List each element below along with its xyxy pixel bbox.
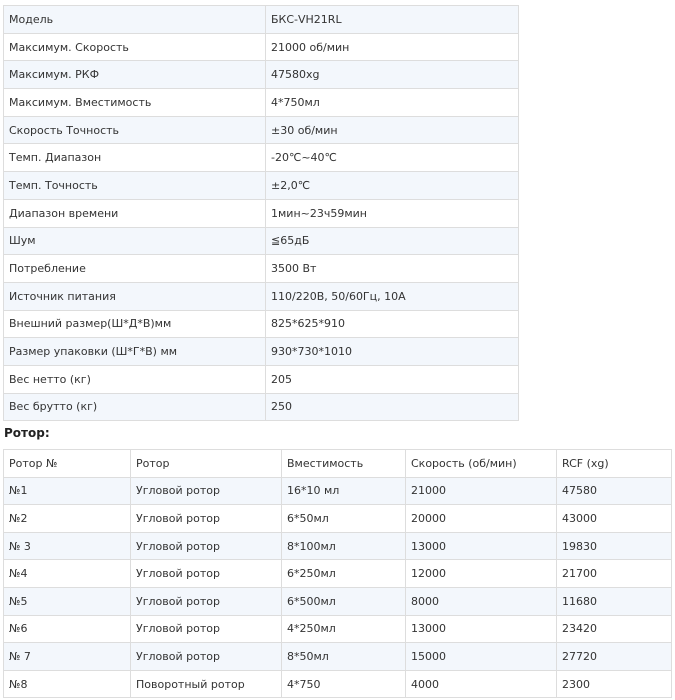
- rotor-row: [4, 532, 672, 560]
- spec-row: [4, 282, 519, 310]
- spec-label: Модель: [4, 6, 266, 34]
- spec-table: [3, 5, 519, 421]
- spec-value: БКС-VH21RL: [266, 6, 519, 34]
- rotor-type: Угловой ротор: [131, 560, 282, 588]
- rotor-speed: 21000: [406, 477, 557, 505]
- spec-value: -20℃~40℃: [266, 144, 519, 172]
- rotor-type: Угловой ротор: [131, 505, 282, 533]
- rotor-rcf: 21700: [557, 560, 672, 588]
- rotor-number: №2: [4, 505, 131, 533]
- rotor-capacity: 4*250мл: [282, 615, 406, 643]
- rotor-row: [4, 587, 672, 615]
- column-header-capacity: Вместимость: [282, 450, 406, 478]
- spec-value: 825*625*910: [266, 310, 519, 338]
- spec-row: [4, 338, 519, 366]
- spec-row: [4, 144, 519, 172]
- rotor-type: Угловой ротор: [131, 615, 282, 643]
- rotor-rcf: 43000: [557, 505, 672, 533]
- spec-label: Источник питания: [4, 282, 266, 310]
- rotor-number: №8: [4, 670, 131, 698]
- spec-row: [4, 116, 519, 144]
- rotor-row: [4, 560, 672, 588]
- spec-label: Темп. Точность: [4, 172, 266, 200]
- spec-value: 47580xg: [266, 61, 519, 89]
- spec-row: [4, 227, 519, 255]
- rotor-speed: 13000: [406, 615, 557, 643]
- spec-value: 3500 Вт: [266, 255, 519, 283]
- spec-value: ±30 об/мин: [266, 116, 519, 144]
- rotor-capacity: 16*10 мл: [282, 477, 406, 505]
- spec-label: Максимум. Вместимость: [4, 89, 266, 117]
- rotor-capacity: 8*100мл: [282, 532, 406, 560]
- rotor-row: [4, 643, 672, 671]
- rotor-number: №4: [4, 560, 131, 588]
- spec-label: Размер упаковки (Ш*Г*В) мм: [4, 338, 266, 366]
- spec-row: [4, 199, 519, 227]
- column-header-speed: Скорость (об/мин): [406, 450, 557, 478]
- rotor-speed: 8000: [406, 587, 557, 615]
- spec-row: [4, 61, 519, 89]
- rotor-capacity: 6*250мл: [282, 560, 406, 588]
- column-header-rotor-number: Ротор №: [4, 450, 131, 478]
- spec-row: [4, 393, 519, 421]
- column-header-rcf: RCF (xg): [557, 450, 672, 478]
- spec-value: 21000 об/мин: [266, 33, 519, 61]
- rotor-section-heading: Ротор:: [4, 426, 50, 440]
- spec-label: Темп. Диапазон: [4, 144, 266, 172]
- spec-row: [4, 172, 519, 200]
- spec-label: Потребление: [4, 255, 266, 283]
- rotor-rcf: 2300: [557, 670, 672, 698]
- rotor-capacity: 6*50мл: [282, 505, 406, 533]
- spec-label: Максимум. РКФ: [4, 61, 266, 89]
- rotor-type: Угловой ротор: [131, 477, 282, 505]
- rotor-rcf: 27720: [557, 643, 672, 671]
- spec-label: Диапазон времени: [4, 199, 266, 227]
- rotor-capacity: 6*500мл: [282, 587, 406, 615]
- rotor-type: Угловой ротор: [131, 532, 282, 560]
- rotor-number: №1: [4, 477, 131, 505]
- spec-value: ≦65дБ: [266, 227, 519, 255]
- rotor-number: №6: [4, 615, 131, 643]
- rotor-speed: 15000: [406, 643, 557, 671]
- spec-label: Максимум. Скорость: [4, 33, 266, 61]
- spec-row: [4, 33, 519, 61]
- spec-value: 110/220В, 50/60Гц, 10А: [266, 282, 519, 310]
- rotor-type: Поворотный ротор: [131, 670, 282, 698]
- rotor-speed: 12000: [406, 560, 557, 588]
- rotor-number: №5: [4, 587, 131, 615]
- spec-value: 4*750мл: [266, 89, 519, 117]
- rotor-header-row: [4, 450, 672, 478]
- spec-value: 1мин~23ч59мин: [266, 199, 519, 227]
- spec-label: Скорость Точность: [4, 116, 266, 144]
- spec-value: 250: [266, 393, 519, 421]
- rotor-rcf: 11680: [557, 587, 672, 615]
- rotor-number: № 7: [4, 643, 131, 671]
- rotor-number: № 3: [4, 532, 131, 560]
- rotor-rcf: 47580: [557, 477, 672, 505]
- spec-row: [4, 89, 519, 117]
- rotor-rcf: 19830: [557, 532, 672, 560]
- spec-row: [4, 310, 519, 338]
- rotor-capacity: 4*750: [282, 670, 406, 698]
- spec-row: [4, 255, 519, 283]
- rotor-row: [4, 615, 672, 643]
- rotor-type: Угловой ротор: [131, 587, 282, 615]
- spec-label: Внешний размер(Ш*Д*В)мм: [4, 310, 266, 338]
- spec-value: 930*730*1010: [266, 338, 519, 366]
- spec-value: ±2,0℃: [266, 172, 519, 200]
- rotor-speed: 4000: [406, 670, 557, 698]
- rotor-speed: 13000: [406, 532, 557, 560]
- spec-row: [4, 6, 519, 34]
- rotor-rcf: 23420: [557, 615, 672, 643]
- spec-label: Вес нетто (кг): [4, 365, 266, 393]
- rotor-table: [3, 449, 672, 698]
- spec-label: Вес брутто (кг): [4, 393, 266, 421]
- rotor-row: [4, 505, 672, 533]
- spec-value: 205: [266, 365, 519, 393]
- rotor-capacity: 8*50мл: [282, 643, 406, 671]
- rotor-type: Угловой ротор: [131, 643, 282, 671]
- rotor-row: [4, 477, 672, 505]
- rotor-row: [4, 670, 672, 698]
- column-header-rotor: Ротор: [131, 450, 282, 478]
- spec-row: [4, 365, 519, 393]
- rotor-speed: 20000: [406, 505, 557, 533]
- spec-label: Шум: [4, 227, 266, 255]
